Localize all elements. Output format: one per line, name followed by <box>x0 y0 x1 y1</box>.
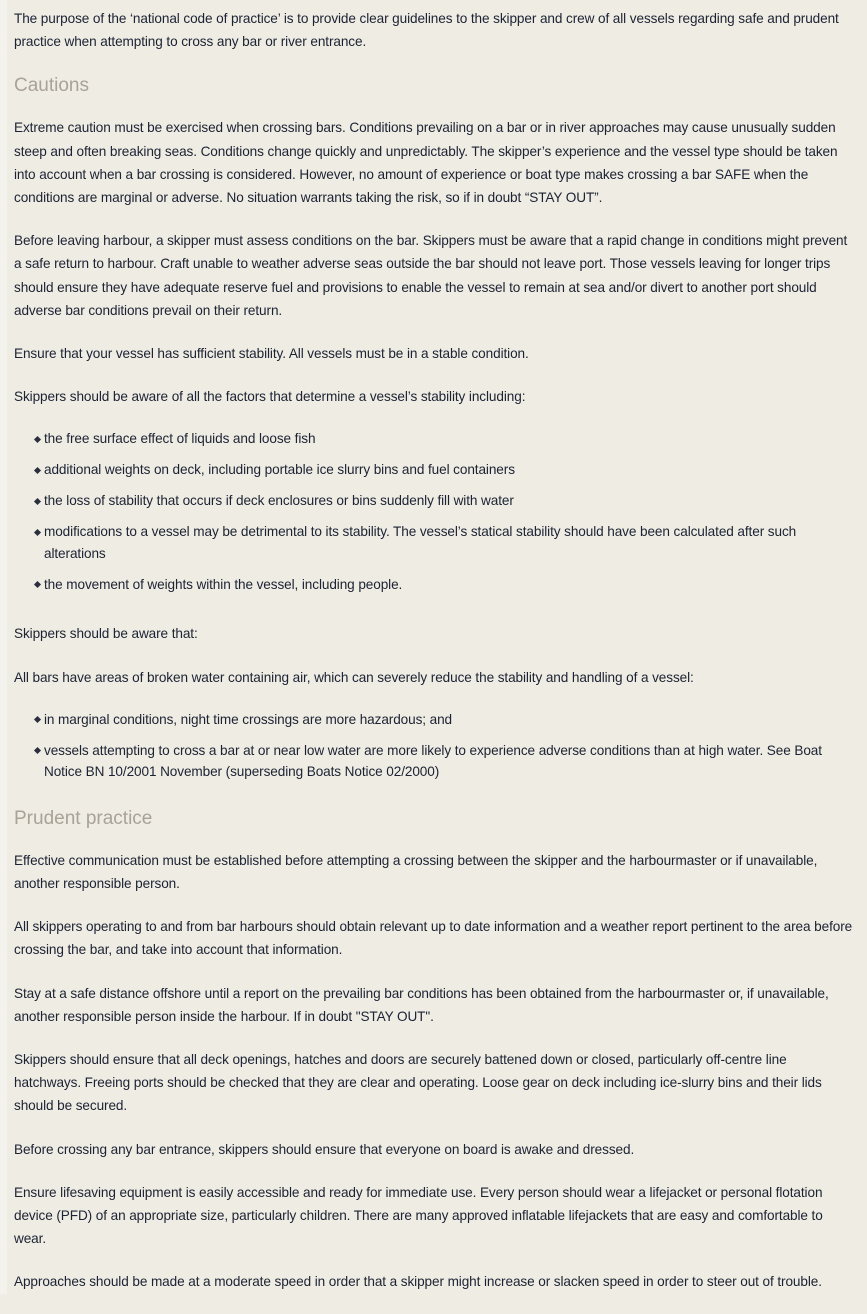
list-item-label: the free surface effect of liquids and loose fish <box>44 431 316 447</box>
list-item-label: in marginal conditions, night time crossings are more hazardous; and <box>44 711 453 727</box>
prudent-practice-paragraph-3: Stay at a safe distance offshore until a report on the prevailing bar conditions has been obtained from the harbourmaster or, if unavailable, another responsible person inside the harbour. If in doubt "STAY OUT". <box>14 985 829 1024</box>
cautions-paragraph-1: Extreme caution must be exercised when crossing bars. Conditions prevailing on a bar or in river approaches may cause unusually sudden steep and often breaking seas. Conditions change quickly and unpredictably. The skipper’s experience and the vessel type should be taken into account when a bar crossing is considered. However, no amount of experience or boat type makes crossing a bar SAFE when the conditions are marginal or adverse. No situation warrants taking the risk, so if in doubt “STAY OUT”. <box>14 120 838 206</box>
list-item-label: vessels attempting to cross a bar at or near low water are more likely to experience adverse conditions than at high water. See Boat Notice BN 10/2001 November (superseding Boats Notice 02/2000) <box>44 742 822 780</box>
cautions-paragraph-3: Ensure that your vessel has sufficient stability. All vessels must be in a stable condition. <box>14 346 529 362</box>
list-item-label: the loss of stability that occurs if deck enclosures or bins suddenly fill with water <box>44 493 514 509</box>
list-item <box>14 574 855 596</box>
bullet-diamond-icon <box>34 716 41 723</box>
broken-water-lead-paragraph: All bars have areas of broken water containing air, which can severely reduce the stability and handling of a vessel: <box>14 669 694 685</box>
list-item <box>14 459 855 481</box>
section-heading-prudent-practice: Prudent practice <box>14 807 153 829</box>
spacer <box>14 615 855 622</box>
document-content <box>14 0 855 1294</box>
list-item-label: additional weights on deck, including portable ice slurry bins and fuel containers <box>44 462 515 478</box>
intro-paragraph: The purpose of the ‘national code of practice’ is to provide clear guidelines to the skipper and crew of all vessels regarding safe and prudent practice when attempting to cross any bar or river entrance. <box>14 11 839 50</box>
list-item <box>14 740 855 783</box>
list-item-label: modifications to a vessel may be detrimental to its stability. The vessel’s statical stability should have been calculated after such alterations <box>44 524 797 561</box>
page-left-edge-strip <box>0 0 7 1294</box>
prudent-practice-paragraph-2: All skippers operating to and from bar harbours should obtain relevant up to date information and a weather report pertinent to the area before crossing the bar, and take into account that information. <box>14 919 853 958</box>
stability-factors-list <box>14 428 855 595</box>
list-item <box>14 490 855 512</box>
prudent-practice-paragraph-5: Before crossing any bar entrance, skippers should ensure that everyone on board is awake and dressed. <box>14 1141 635 1157</box>
list-item-label: the movement of weights within the vessel, including people. <box>44 576 403 592</box>
section-heading-cautions: Cautions <box>14 75 89 97</box>
awareness-lead-paragraph: Skippers should be aware that: <box>14 626 198 642</box>
list-item <box>14 709 855 731</box>
bullet-diamond-icon <box>34 747 41 754</box>
prudent-practice-paragraph-6: Ensure lifesaving equipment is easily accessible and ready for immediate use. Every person should wear a lifejacket or personal flotation device (PFD) of an appropriate size, particularly children. There are many approved inflatable lifejackets that are easy and comfortable to wear. <box>14 1184 823 1247</box>
cautions-paragraph-2: Before leaving harbour, a skipper must assess conditions on the bar. Skippers must be aware that a rapid change in conditions might prevent a safe return to harbour. Craft unable to weather adverse seas outside the bar should not leave port. Those vessels leaving for longer trips should ensure they have adequate reserve fuel and provisions to enable the vessel to remain at sea and/or divert to another port should adverse bar conditions prevail on their return. <box>14 233 848 318</box>
list-item <box>14 521 855 564</box>
bullet-diamond-icon <box>34 436 41 443</box>
bullet-diamond-icon <box>34 529 41 536</box>
broken-water-points-list <box>14 709 855 783</box>
prudent-practice-paragraph-1: Effective communication must be established before attempting a crossing between the skipper and the harbourmaster or if unavailable, another responsible person. <box>14 852 818 892</box>
list-item <box>14 428 855 450</box>
cautions-paragraph-4: Skippers should be aware of all the factors that determine a vessel’s stability including: <box>14 389 526 405</box>
prudent-practice-paragraph-4: Skippers should ensure that all deck openings, hatches and doors are securely battened down or closed, particularly off-centre line hatchways. Freeing ports should be checked that they are clear and operating. Loose gear on deck including ice-slurry bins and their lids should be secured. <box>14 1052 822 1114</box>
bullet-diamond-icon <box>34 581 41 588</box>
bullet-diamond-icon <box>34 467 41 474</box>
bullet-diamond-icon <box>34 498 41 505</box>
prudent-practice-paragraph-7: Approaches should be made at a moderate speed in order that a skipper might increase or slacken speed in order to steer out of trouble. <box>14 1274 822 1290</box>
